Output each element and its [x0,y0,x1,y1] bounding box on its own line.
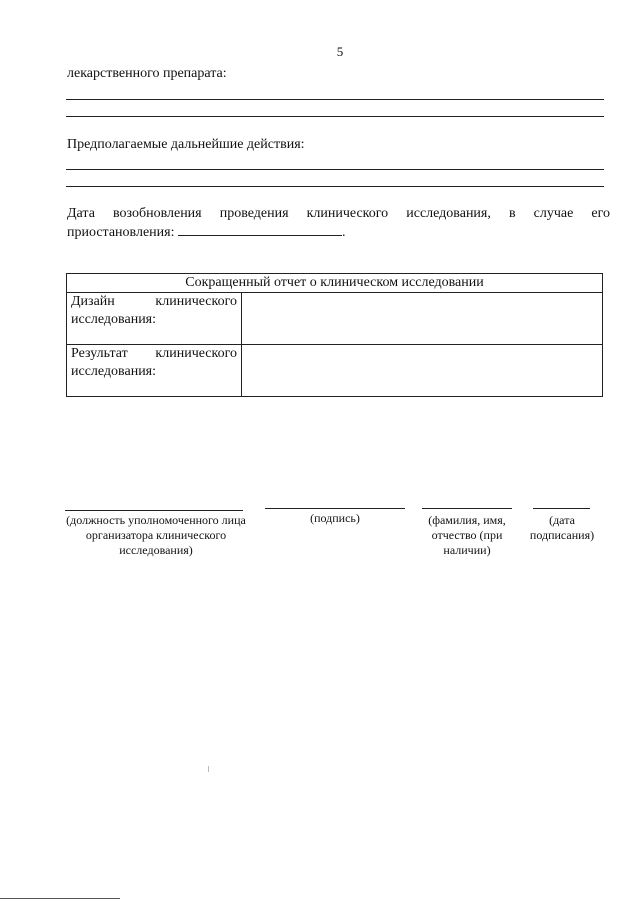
table-row [67,293,603,345]
resume-date-field[interactable] [178,223,342,236]
report-table [66,273,603,397]
resume-date-text: Дата возобновления проведения клинического исследования, в случае его приостановления: [67,206,610,240]
actions-line-2[interactable] [66,186,604,187]
medicine-label: лекарственного препарата: [67,66,227,81]
actions-line-1[interactable] [66,169,604,170]
medicine-line-1[interactable] [66,99,604,100]
medicine-line-2[interactable] [66,116,604,117]
design-value[interactable] [242,293,603,345]
date-caption: (дата подписания) [529,513,595,542]
position-caption: (должность уполномоченного лица организатора клинического исследования) [66,513,246,557]
resume-date-end: . [341,225,346,240]
result-value[interactable] [242,345,603,397]
page-number: 5 [336,44,344,59]
design-label: Дизайн клинического исследования: [67,293,242,345]
position-signature-line[interactable] [65,510,243,511]
name-signature-line[interactable] [422,508,512,509]
resume-date-paragraph [67,205,610,242]
scan-speck [208,766,209,772]
table-row [67,345,603,397]
result-label: Результат клинического исследования: [67,345,242,397]
signature-caption: (подпись) [310,511,360,525]
actions-label: Предполагаемые дальнейшие действия: [67,137,305,152]
signature-line[interactable] [265,508,405,509]
date-signature-line[interactable] [533,508,590,509]
report-table-title: Сокращенный отчет о клиническом исследовании [67,274,603,293]
name-caption: (фамилия, имя, отчество (при наличии) [428,513,506,557]
scan-edge-mark [0,898,120,899]
